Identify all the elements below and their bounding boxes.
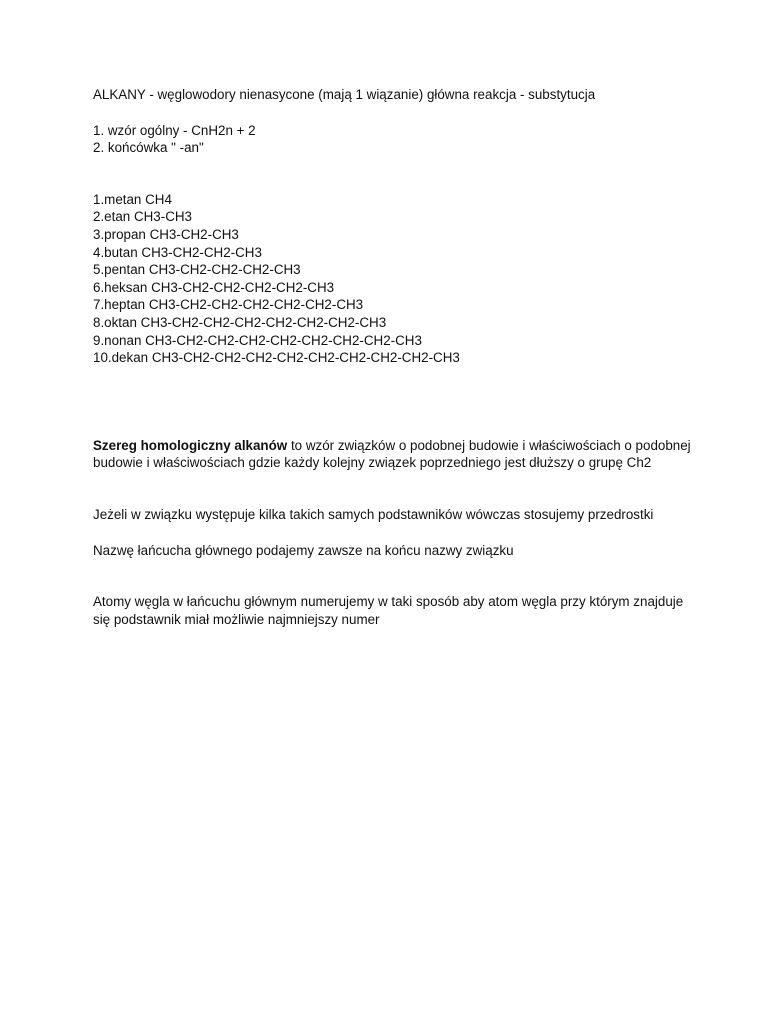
note-main-chain: Nazwę łańcucha głównego podajemy zawsze na końcu nazwy związku	[93, 542, 514, 558]
list-item: 8.oktan CH3-CH2-CH2-CH2-CH2-CH2-CH2-CH3	[93, 314, 387, 330]
list-item: 5.pentan CH3-CH2-CH2-CH2-CH3	[93, 262, 301, 278]
alkane-list	[93, 191, 693, 367]
homologous-series-term: Szereg homologiczny alkanów	[93, 437, 288, 453]
list-item: 3.propan CH3-CH2-CH3	[93, 226, 239, 242]
spacer	[93, 472, 693, 506]
spacer	[93, 104, 693, 122]
list-item: 2.etan CH3-CH3	[93, 209, 192, 225]
spacer	[93, 559, 693, 593]
rule-suffix: 2. końcówka " -an"	[93, 140, 204, 156]
list-item: 10.dekan CH3-CH2-CH2-CH2-CH2-CH2-CH2-CH2-CH2-CH3	[93, 350, 460, 366]
list-item: 1.metan CH4	[93, 191, 172, 207]
note-numbering: Atomy węgla w łańcuchu głównym numerujemy w taki sposób aby atom węgla przy którym znajduje się podstawnik miał możliwie najmniejszy numer	[93, 594, 684, 627]
list-item: 4.butan CH3-CH2-CH2-CH3	[93, 244, 262, 260]
spacer	[93, 367, 693, 437]
note-prefixes: Jeżeli w związku występuje kilka takich samych podstawników wówczas stosujemy przedrostki	[93, 506, 654, 522]
list-item: 6.heksan CH3-CH2-CH2-CH2-CH2-CH3	[93, 279, 335, 295]
homologous-series-definition: to wzór związków o podobnej budowie i właściwościach o podobnej budowie i właściwościach gdzie każdy kolejny związek poprzedniego jest dłuższy o grupę Ch2	[93, 437, 691, 471]
spacer	[93, 524, 693, 542]
document-page	[93, 86, 693, 628]
rule-general-formula: 1. wzór ogólny - CnH2n + 2	[93, 122, 256, 138]
homologous-series-paragraph	[93, 437, 693, 472]
alkanes-heading: ALKANY - węglowodory nienasycone (mają 1 wiązanie) główna reakcja - substytucja	[93, 87, 596, 102]
list-item: 7.heptan CH3-CH2-CH2-CH2-CH2-CH2-CH3	[93, 297, 364, 313]
list-item: 9.nonan CH3-CH2-CH2-CH2-CH2-CH2-CH2-CH2-CH3	[93, 332, 422, 348]
spacer	[93, 157, 693, 191]
